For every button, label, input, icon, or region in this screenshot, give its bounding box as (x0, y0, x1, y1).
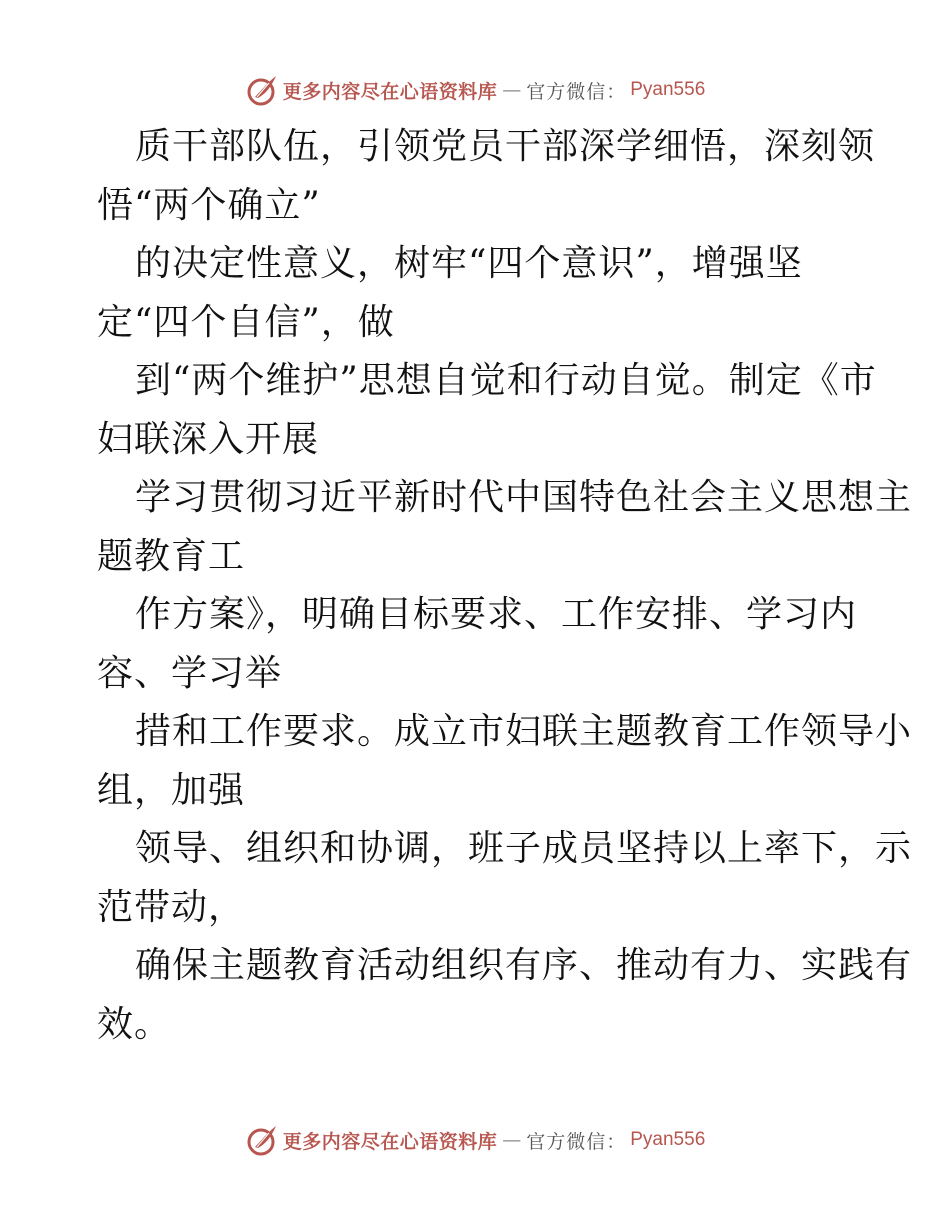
paragraph-line: 领导、组织和协调，班子成员坚持以上率下，示 (135, 828, 913, 869)
watermark-official-label: 官方微信： (526, 80, 627, 103)
paragraph-line: 定“四个自信”，做 (97, 301, 395, 343)
paragraph-line: 题教育工 (97, 535, 246, 577)
watermark-official-label: 官方微信： (526, 1130, 627, 1153)
feather-pen-circle-icon (245, 1123, 279, 1157)
watermark-wechat-id: Pyan556 (630, 79, 706, 100)
paragraph-line: 悟“两个确立” (97, 184, 321, 226)
document-body (97, 118, 913, 1054)
paragraph-line: 效。 (97, 1003, 172, 1045)
watermark-brand-text: 更多内容尽在心语资料库 (282, 80, 498, 103)
watermark-brand (245, 73, 706, 107)
paragraph-line: 容、学习举 (97, 652, 283, 694)
paragraph-line: 学习贯彻习近平新时代中国特色社会主义思想主 (135, 477, 913, 518)
paragraph-line: 措和工作要求。成立市妇联主题教育工作领导小 (135, 711, 913, 752)
paragraph-line: 的决定性意义，树牢“四个意识”，增强坚 (135, 243, 803, 284)
feather-pen-circle-icon (245, 73, 279, 107)
paragraph-line: 妇联深入开展 (97, 418, 320, 460)
paragraph-line: 质干部队伍，引领党员干部深学细悟，深刻领 (135, 126, 876, 167)
footer-watermark (0, 1120, 950, 1160)
watermark-wechat-id: Pyan556 (630, 1129, 706, 1150)
watermark-brand (245, 1123, 706, 1157)
paragraph-line: 到“两个维护”思想自觉和行动自觉。制定《市 (135, 360, 877, 401)
paragraph-line: 组，加强 (97, 769, 246, 811)
watermark-brand-text: 更多内容尽在心语资料库 (282, 1130, 498, 1153)
watermark-dash: — (502, 1129, 522, 1151)
paragraph-line: 作方案》，明确目标要求、工作安排、学习内 (135, 594, 858, 635)
header-watermark (0, 70, 950, 110)
paragraph-line: 确保主题教育活动组织有序、推动有力、实践有 (135, 945, 913, 986)
watermark-dash: — (502, 79, 522, 101)
paragraph-line: 范带动， (97, 886, 246, 928)
